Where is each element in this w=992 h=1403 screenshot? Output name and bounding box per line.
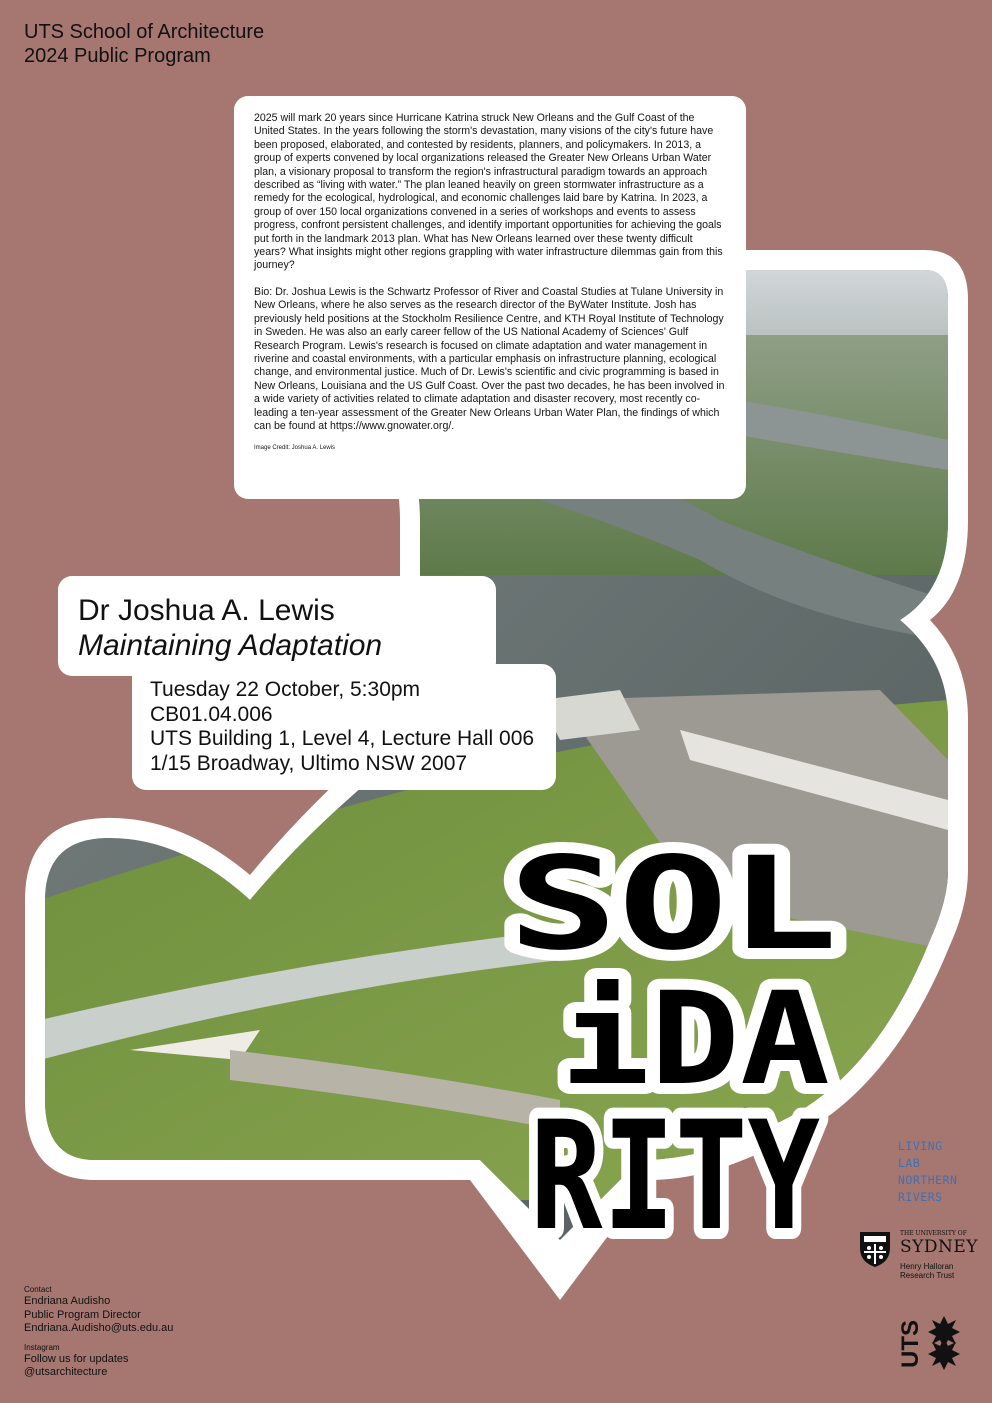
living-lab-line: RIVERS — [898, 1190, 943, 1204]
instagram-follow: Follow us for updates — [24, 1352, 129, 1365]
contact-role: Public Program Director — [24, 1308, 141, 1321]
contact-label: Contact — [24, 1285, 52, 1294]
event-date: Tuesday 22 October, 5:30pm — [150, 678, 421, 701]
halloran-trust-1: Henry Halloran — [900, 1262, 954, 1271]
solidarity-wordmark — [500, 828, 880, 1308]
usyd-small-text: THE UNIVERSITY OF — [900, 1230, 967, 1237]
living-lab-line: LIVING — [898, 1139, 943, 1153]
uts-logo — [896, 1312, 970, 1372]
instagram-label: Instagram — [24, 1342, 60, 1352]
wordmark-row-1: SOL — [508, 830, 838, 979]
bio-text: Bio: Dr. Joshua Lewis is the Schwartz Professor of River and Coastal Studies at Tulane University in New Orleans, where he also serves as the research director of the ByWater Institute. Josh has previously held positions at the Stockholm Resilience Centre, and KTH Royal Institute of Technology in Sweden. He was also an early career fellow of the US National Academy of Sciences' Gulf Research Program. Lewis's research is focused on climate adaptation and water management in riverine and coastal environments, with a particular emphasis on infrastructure planning, ecological change, and environmental justice. Much of Dr. Lewis's scientific and civic programming is based in New Orleans, Louisiana and the US Gulf Coast. Over the past two decades, he has been involved in a wide variety of activities related to climate adaptation and disaster recovery, most recently co-leading a ten-year assessment of the Greater New Orleans Urban Water Plan, the findings of which can be found at https://www.gnowater.org/. — [254, 285, 725, 432]
talk-title: Maintaining Adaptation — [78, 629, 383, 662]
living-lab-line: LAB — [898, 1156, 921, 1170]
event-address: 1/15 Broadway, Ultimo NSW 2007 — [150, 751, 468, 775]
event-details-card — [132, 664, 556, 790]
usyd-name: SYDNEY — [900, 1237, 979, 1257]
wordmark-row-2: iDA — [560, 965, 830, 1114]
abstract-text: 2025 will mark 20 years since Hurricane Katrina struck New Orleans and the Gulf Coast of the United States. In the years following the storm's devastation, many visions of the city's future have been proposed, elaborated, and contested by residents, planners, and policymakers. In 2013, a group of experts convened by local organizations released the Greater New Orleans Urban Water plan, a visionary proposal to transform the region's infrastructural paradigm towards an approach described as “living with water.” The plan leaned heavily on green stormwater infrastructure as a remedy for the ecological, hydrological, and economic challenges laid bare by Katrina. In 2023, a group of over 150 local organizations convened in a series of workshops and events to assess progress, confront persistent challenges, and identify important opportunities for achieving the goals put forth in the landmark 2013 plan. What has New Orleans learned over these twenty difficult years? What insights might other regions grappling with water infrastructure dilemmas gain from this journey? — [254, 112, 723, 272]
speaker-name: Dr Joshua A. Lewis — [78, 594, 335, 627]
usyd-logo — [858, 1230, 979, 1280]
header-program: 2024 Public Program — [24, 45, 211, 67]
wordmark-row-3: RITY — [530, 1090, 820, 1264]
halloran-trust-2: Research Trust — [900, 1271, 955, 1280]
uts-star-icon — [928, 1316, 960, 1370]
event-title-card — [58, 576, 496, 676]
contact-email[interactable]: Endriana.Audisho@uts.edu.au — [24, 1322, 174, 1334]
event-venue: UTS Building 1, Level 4, Lecture Hall 006 — [150, 727, 535, 750]
instagram-handle[interactable]: @utsarchitecture — [24, 1366, 108, 1378]
living-lab-line: NORTHERN — [898, 1173, 958, 1187]
living-lab-logo — [898, 1138, 957, 1206]
header-school: UTS School of Architecture — [24, 21, 265, 43]
contact-block — [24, 1284, 173, 1380]
uts-wordmark: UTS — [897, 1320, 924, 1368]
event-room: CB01.04.006 — [150, 702, 273, 726]
contact-name: Endriana Audisho — [24, 1295, 111, 1307]
image-credit: Image Credit: Joshua A. Lewis — [254, 445, 336, 452]
description-card — [234, 96, 746, 499]
usyd-crest-icon — [858, 1230, 892, 1268]
